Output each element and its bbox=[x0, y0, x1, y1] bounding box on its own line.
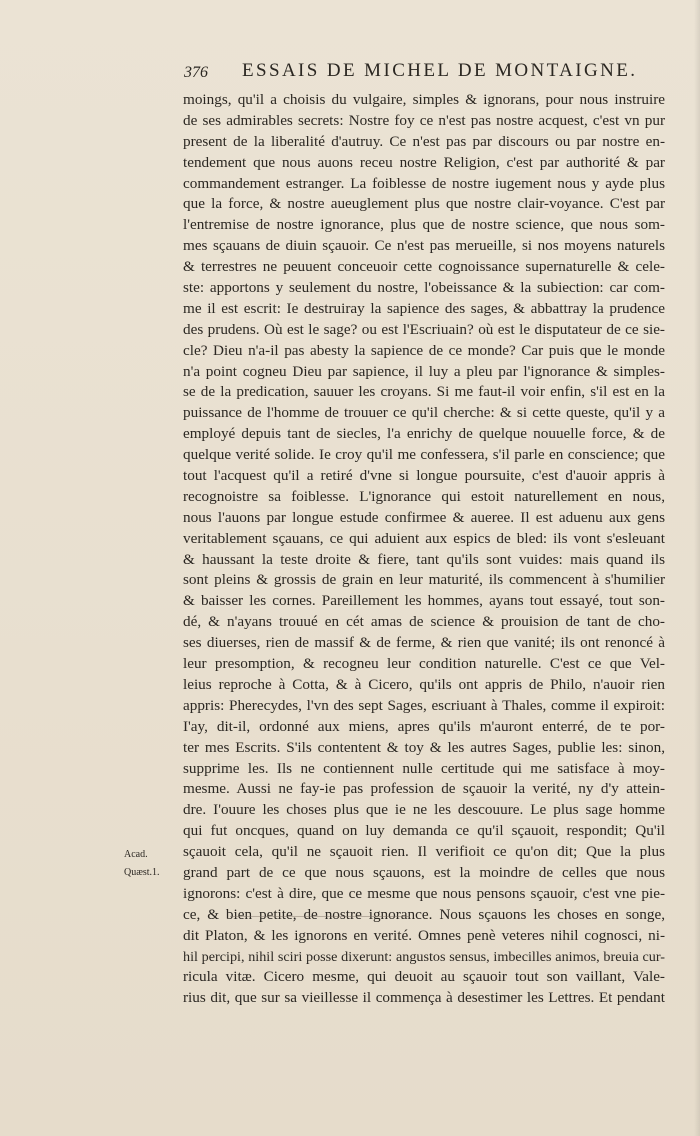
text-line: se de la predication, sauuer les croyans. Si me faut-il voir enfin, s'il est en la bbox=[183, 383, 665, 401]
text-line: supprime les. Ils ne contiennent nulle certitude qui me satisface à moy- bbox=[183, 759, 665, 777]
text-line: mes sçauans de diuin sçauoir. Ce n'est pas merueille, si nos moyens naturels bbox=[183, 237, 665, 255]
text-line: ignorons: c'est à dire, que ce mesme que nous pensons sçauoir, c'est vne pie- bbox=[183, 884, 665, 902]
text-line: leius reproche à Cotta, & à Cicero, qu'ils ont appris de Philo, n'auoir rien bbox=[183, 675, 665, 693]
margin-note: Quæst.1. bbox=[124, 867, 160, 878]
text-line: hil percipi, nihil sciri posse dixerunt: angustos sensus, imbecilles animos, breuia cur- bbox=[183, 948, 665, 965]
text-line: puissance de l'homme de trouuer ce qu'il cherche: & si cette queste, qu'il y a bbox=[183, 404, 665, 422]
text-line: n'a point cogneu Dieu par sapience, il luy a pleu par l'ignorance & simples- bbox=[183, 362, 665, 380]
text-line: me il est escrit: Ie destruiray la sapience des sages, & abbattray la prudence bbox=[183, 299, 665, 317]
text-line: que la force, & nostre aueuglement plus que nostre clair-voyance. C'est par bbox=[183, 195, 665, 213]
text-line: de ses admirables secrets: Nostre foy ce n'est pas nostre acquest, c'est vn pur bbox=[183, 111, 665, 129]
margin-notes bbox=[124, 846, 180, 882]
text-line: & haussant la teste droite & fiere, tant qu'ils sont vuides: mais quand ils bbox=[183, 550, 665, 568]
text-line: I'ay, dit-il, ordonné aux miens, apres qu'ils m'auront enterré, de te por- bbox=[183, 717, 665, 735]
running-head: ESSAIS DE MICHEL DE MONTAIGNE. bbox=[242, 60, 638, 81]
text-line: nous l'auons par longue estude confirmee & aueree. Il est aduenu aux gens bbox=[183, 508, 665, 526]
text-line: tout l'acquest qu'il a retiré d'vne si longue poursuite, c'est d'auoir appris à bbox=[183, 467, 665, 485]
text-line: ses diuerses, rien de massif & de ferme, & rien que vanité; ils ont renoncé à bbox=[183, 634, 665, 652]
text-line: rius dit, que sur sa vieillesse il commença à desestimer les Lettres. Et pendant bbox=[183, 989, 665, 1007]
text-line: present de la liberalité d'autruy. Ce n'est pas par discours ou par nostre en- bbox=[183, 132, 665, 150]
text-line: moings, qu'il a choisis du vulgaire, simples & ignorans, pour nous instruire bbox=[183, 91, 665, 108]
text-line: cle? Dieu n'a-il pas abesty la sapience de ce monde? Car puis que le monde bbox=[183, 341, 665, 359]
text-line: l'entremise de nostre ignorance, plus que de nostre science, que nous som- bbox=[183, 216, 665, 234]
text-line: commandement estranger. La foiblesse de nostre iugement nous y ayde plus bbox=[183, 174, 665, 192]
margin-note: Acad. bbox=[124, 849, 148, 860]
text-line: des prudens. Où est le sage? ou est l'Escriuain? où est le disputateur de ce sie- bbox=[183, 320, 665, 338]
text-line: grand part de ce que nous sçauons, est la moindre de celles que nous bbox=[183, 863, 665, 881]
text-line: recognoistre sa foiblesse. L'ignorance qui estoit naturellement en nous, bbox=[183, 487, 665, 505]
text-line: leur presomption, & recogneu leur condition naturelle. C'est ce que Vel- bbox=[183, 655, 665, 673]
text-line: veritablement sçauans, ce qui aduient aux espics de bled: ils vont s'esleuant bbox=[183, 529, 665, 547]
text-line: ter mes Escrits. S'ils contentent & toy & les autres Sages, publie les: sinon, bbox=[183, 738, 665, 756]
text-line: dit Platon, & les ignorons en verité. Omnes penè veteres nihil cognosci, ni- bbox=[183, 926, 665, 944]
page-header bbox=[180, 60, 640, 90]
body-text bbox=[183, 90, 665, 1009]
text-line: mesme. Aussi ne fay-ie pas profession de sçauoir la verité, ny d'y attein- bbox=[183, 780, 665, 798]
text-line: qui fut oncques, quand on luy demanda ce qu'il sçauoit, respondit; Qu'il bbox=[183, 822, 665, 840]
text-line: appris: Pherecydes, l'vn des sept Sages, escriuant à Thales, comme il expiroit: bbox=[183, 696, 665, 714]
text-line: & terrestres ne peuuent conceuoir cette cognoissance supernaturelle & cele- bbox=[183, 258, 665, 276]
text-line: tendement que nous auons receu nostre Religion, c'est par authorité & par bbox=[183, 153, 665, 171]
text-line: quelque verité solide. Ie croy qu'il me confessera, s'il parle en conscience; que bbox=[183, 446, 665, 464]
text-line: ce, & bien petite, de nostre ignorance. Nous sçauons les choses en songe, bbox=[183, 905, 665, 923]
page-edge-shadow bbox=[694, 0, 700, 1136]
page-number: 376 bbox=[184, 64, 208, 81]
text-line: employé depuis tant de siecles, l'a enrichy de quelque nouuelle force, & de bbox=[183, 425, 665, 443]
text-line: & baisser les cornes. Pareillement les hommes, ayans tout essayé, tout son- bbox=[183, 592, 665, 610]
bottom-rule bbox=[230, 916, 410, 917]
text-line: ricula vitæ. Cicero mesme, qui deuoit au sçauoir tout son vaillant, Vale- bbox=[183, 968, 665, 986]
text-line: dé, & n'ayans trouué en cét amas de science & prouision de tant de cho- bbox=[183, 613, 665, 631]
text-line: sçauoit cela, qu'il ne sçauoit rien. Il verifioit ce qu'on dit; Que la plus bbox=[183, 843, 665, 861]
text-line: sont pleins & grossis de grain en leur maturité, ils commencent à s'humilier bbox=[183, 571, 665, 589]
text-line: ste: apportons y seulement du nostre, l'obeissance & la subiection: car com- bbox=[183, 279, 665, 297]
text-line: dre. I'ouure les choses plus que ie ne les descouure. Le plus sage homme bbox=[183, 801, 665, 819]
